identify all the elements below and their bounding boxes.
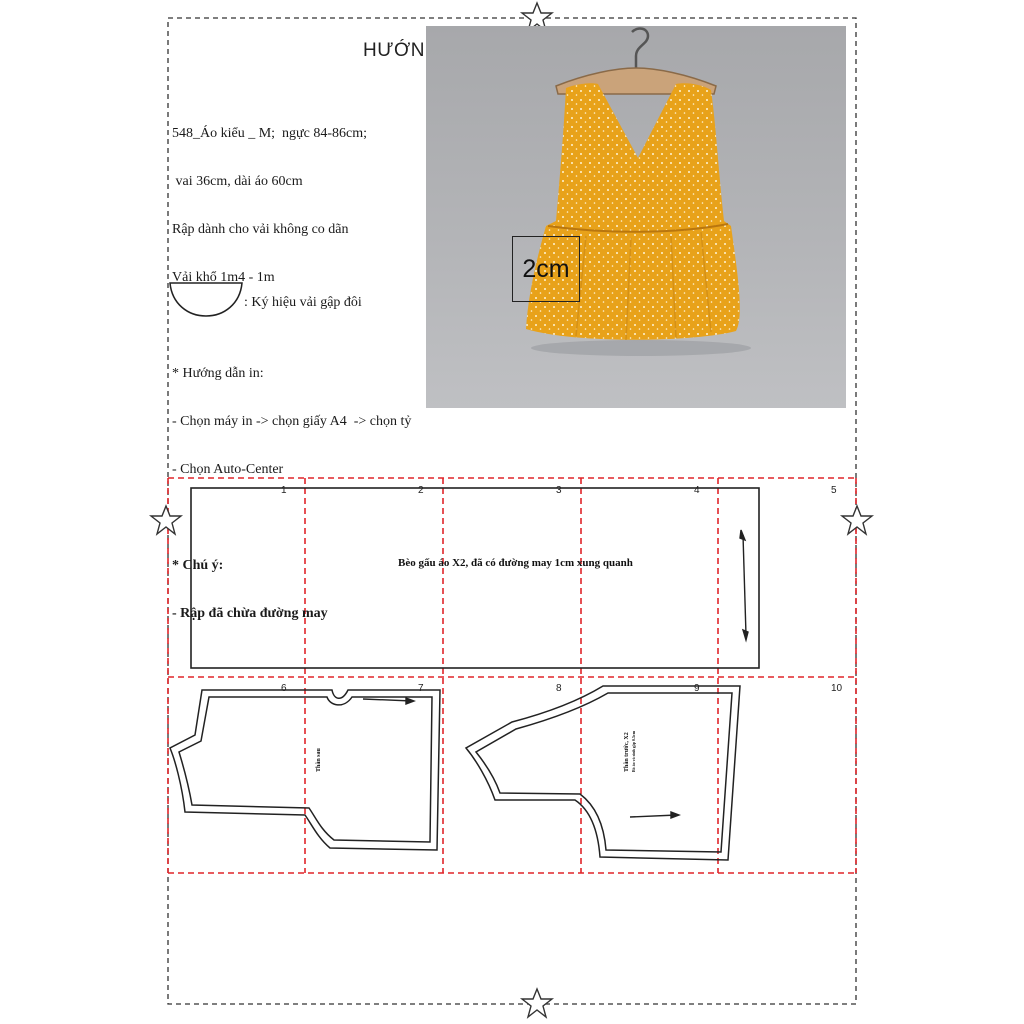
- star-icon: [842, 506, 872, 534]
- sheet-number: 6: [281, 683, 287, 694]
- info-line: Rập dành cho vải không co dãn: [172, 222, 349, 237]
- info-line: * Hướng dẫn in:: [172, 366, 264, 381]
- info-line: 548_Áo kiểu _ M; ngực 84-86cm;: [172, 126, 368, 141]
- info-line: [172, 318, 411, 334]
- info-line: - Chọn máy in -> chọn giấy A4 -> chọn tỷ: [172, 414, 412, 429]
- front-piece-label: Thân trước, X2: [624, 732, 630, 772]
- shirt-illustration: [426, 26, 846, 408]
- info-line: vai 36cm, dài áo 60cm: [172, 174, 303, 189]
- star-icon: [522, 989, 552, 1017]
- info-line: * Chú ý:: [172, 558, 224, 573]
- fold-symbol-legend: : Ký hiệu vải gập đôi: [244, 295, 362, 310]
- pattern-info: [172, 94, 411, 638]
- sheet-number: 7: [418, 683, 424, 694]
- product-photo: [426, 26, 846, 408]
- sheet-number: 8: [556, 683, 562, 694]
- page-title: HƯỚN: [363, 40, 425, 61]
- info-line: Vải khổ 1m4 - 1m: [172, 270, 275, 285]
- grainline-arrow-icon: [740, 530, 748, 640]
- scale-reference-box: 2cm: [512, 236, 580, 302]
- front-piece-note: Bỏ áo và sinh gập 0.5cm: [631, 730, 636, 772]
- sheet-number: 9: [694, 683, 700, 694]
- sheet-number: 4: [694, 485, 700, 496]
- sheet-number: 2: [418, 485, 424, 496]
- grainline-arrow-icon: [363, 698, 414, 704]
- info-line: [172, 510, 411, 526]
- grainline-arrow-icon: [630, 812, 679, 818]
- sheet-number: 5: [831, 485, 837, 496]
- sheet-number: 10: [831, 683, 843, 694]
- info-line: - Chọn Auto-Center: [172, 462, 284, 477]
- front-piece: [466, 686, 740, 860]
- hanger-hook-icon: [632, 29, 648, 68]
- back-piece-label: Thân sau: [316, 748, 322, 772]
- sheet-number: 3: [556, 485, 562, 496]
- sheet-number: 1: [281, 485, 287, 496]
- info-line: - Rập đã chừa đường may: [172, 606, 328, 621]
- ruffle-piece-label: Bèo gấu áo X2, đã có đường may 1cm xung quanh: [398, 557, 633, 569]
